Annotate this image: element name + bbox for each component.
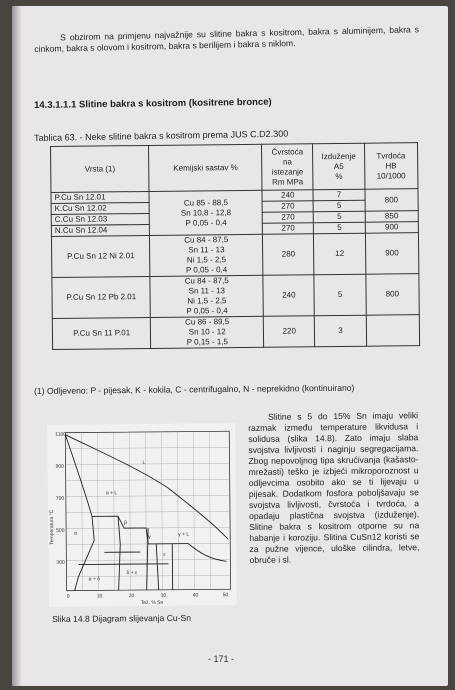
svg-text:900: 900 [55,463,64,470]
svg-text:40: 40 [192,592,199,599]
phase-diagram [47,423,237,607]
cell-hb [366,315,420,347]
header-cvrstoca: Čvrstoća na istezanje Rm MPa [262,144,314,191]
svg-text:L: L [142,459,146,466]
cell-sastav: Cu 84 - 87,5 Sn 11 - 13 Ni 1,5 - 2,5 P 0,05 - 0,4 [150,234,263,276]
header-tvrdoca: Tvrdoća HB 10/1000 [364,143,418,190]
cell-sastav: Cu 85 - 88,5 Sn 10,8 - 12,8 P 0,05 - 0,4 [149,190,262,235]
table-header-row [51,143,418,193]
header-vrsta: Vrsta (1) [51,145,150,192]
right-column-text [248,410,420,566]
cell-hb: 800 [365,189,419,212]
cell-vrsta: K.Cu Sn 12.02 [51,202,150,214]
table-row [52,274,419,319]
svg-text:50: 50 [222,592,229,599]
cell-a5: 5 [314,222,365,234]
figure-caption: Slika 14.8 Dijagram slijevanja Cu-Sn [52,612,192,624]
svg-text:300: 300 [56,559,65,566]
cell-rm: 270 [262,223,313,235]
book-page [12,6,448,686]
cell-rm: 220 [263,316,315,348]
cell-hb: 800 [366,274,420,316]
svg-text:10: 10 [96,593,103,600]
svg-text:1100: 1100 [55,431,67,438]
table-footnote: (1) Odljeveno: P - pijesak, K - kokila, C - centrifugalno, N - neprekidno (kontinuirano) [34,382,355,396]
page-number: - 171 - [208,654,235,664]
table-row [52,315,419,350]
svg-text:α + L: α + L [105,490,118,497]
alloy-table [50,142,420,350]
cell-sastav: Cu 84 - 87,5 Sn 11 - 13 Ni 1,5 - 2,5 P 0,05 - 0,4 [150,275,263,317]
svg-text:β: β [124,520,127,527]
cell-rm: 270 [262,201,313,213]
page-binding-shadow [12,6,22,686]
svg-text:20: 20 [128,593,135,600]
table-caption: Tablica 63. - Neke slitine bakra s kositrom prema JUS C.D2.300 [34,128,289,143]
cell-vrsta: P.Cu Sn 12.01 [51,191,150,203]
table-row [51,233,418,278]
intro-paragraph [34,24,419,55]
intro-text: S obzirom na primjenu najvažnije su slitine bakra s kositrom, bakra s aluminijem, bakra s cinkom, bakra s olovom i kositrom, bakra s berilijem i bakra s niklom. [34,24,420,54]
header-sastav: Kemijski sastav % [149,144,262,191]
svg-text:ε: ε [163,551,166,558]
cell-hb: 850 [365,211,418,223]
cell-a5: 7 [313,189,364,201]
cell-rm: 280 [263,234,315,276]
cell-vrsta: P.Cu Sn 12 Pb 2.01 [52,276,151,318]
cell-vrsta: P.Cu Sn 11 P.01 [52,317,151,349]
y-axis-label: Temperatura °C [48,509,56,545]
cell-rm: 240 [263,275,315,317]
svg-text:30: 30 [160,592,167,599]
cell-vrsta: N.Cu Sn 12.04 [51,224,150,236]
section-heading: 14.3.1.1.1 Slitine bakra s kositrom (kositrene bronce) [34,96,272,111]
svg-text:700: 700 [55,495,65,502]
cell-hb: 900 [365,222,418,234]
cell-vrsta: C.Cu Sn 12.03 [51,213,150,225]
svg-text:α: α [74,530,78,537]
svg-text:δ + ε: δ + ε [126,570,138,577]
svg-text:α + δ: α + δ [88,576,100,583]
cell-a5: 5 [314,211,365,223]
svg-text:γ + L: γ + L [178,531,190,538]
svg-text:0: 0 [66,593,70,600]
cell-rm: 270 [262,212,313,224]
cell-a5: 5 [314,274,366,316]
svg-text:500: 500 [56,527,65,534]
cell-a5: 12 [314,233,366,275]
cell-a5: 5 [313,200,364,212]
svg-text:γ: γ [148,533,151,540]
x-axis-label: Tež. % Sn [140,599,164,607]
header-izduzenje: Izduženje A5 % [313,143,365,190]
cell-rm: 240 [262,190,313,202]
right-column-paragraph: Slitine s 5 do 15% Sn imaju veliki razmak između temperature likvidusa i solidusa (slika 14.8). Zato imaju slaba svojstva livljivosti i naginju segregacijama. Zbog nepovoljnog tipa skrućivanja (kašasto-mrežasti) teško je izbjeći mikroporoznost u odljevcima osobito ako se ti lijevaju u pijesak. Dodatkom fosfora poboljšavaju se svojstva livljivosti, čvrstoća i tvrdoća, a opadaju plastična svojstva (izduženje). Slitine bakra s kositrom otporne su na habanje i koroziju. Slitina CuSn12 koristi se za pužne vijence, uloške cilindra, letve, obruče i sl. [248,410,420,565]
cell-hb: 900 [365,233,419,275]
cell-a5: 3 [315,315,367,347]
phase-diagram-figure [47,423,237,607]
cell-sastav: Cu 86 - 89,5 Sn 10 - 12 P 0,15 - 1,5 [151,316,264,348]
cell-vrsta: P.Cu Sn 12 Ni 2.01 [51,235,150,277]
